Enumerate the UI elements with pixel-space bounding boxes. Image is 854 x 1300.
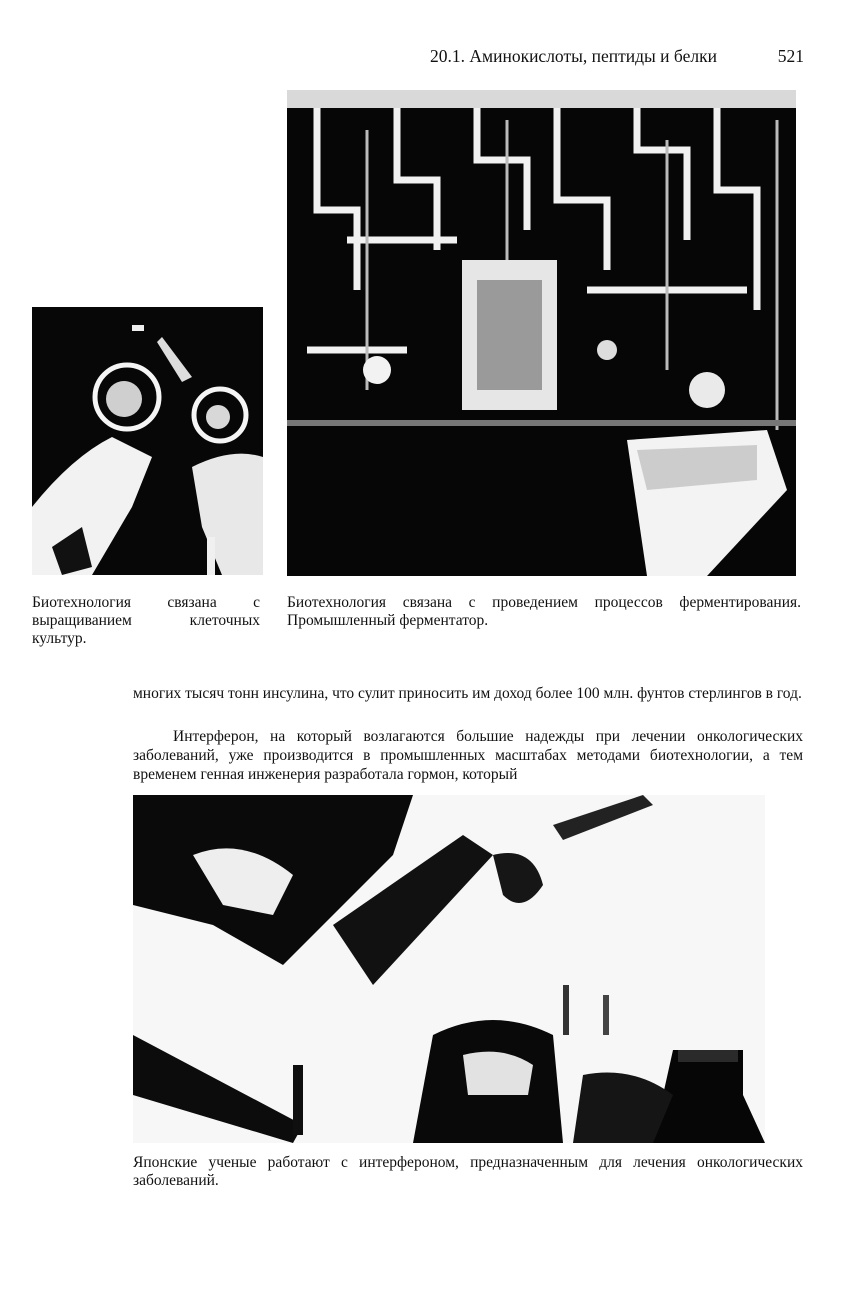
- interferon-image: [133, 795, 765, 1143]
- body-paragraph: многих тысяч тонн инсулина, что сулит приносить им доход более 100 млн. фунтов стерлингов в год.: [133, 685, 802, 702]
- page-number: 521: [777, 46, 804, 66]
- caption-cell-culture: Биотехнология связана с выращиванием клеточных культур.: [32, 594, 260, 647]
- page-header: [430, 46, 804, 72]
- petri-dish-image: [32, 307, 263, 575]
- fermenter-image: [287, 90, 796, 576]
- photo-cell-culture: [32, 307, 263, 575]
- caption-interferon: Японские ученые работают с интерфероном, предназначенным для лечения онкологических заболеваний.: [133, 1154, 803, 1189]
- running-title: 20.1. Аминокислоты, пептиды и белки: [430, 46, 717, 66]
- caption-fermenter: Биотехнология связана с проведением процессов ферментирования. Промышленный ферментатор.: [287, 594, 801, 629]
- photo-fermenter: [287, 90, 796, 576]
- photo-interferon-research: [133, 795, 765, 1143]
- body-paragraph: Интерферон, на который возлагаются большие надежды при лечении онкологических заболеваний, уже производится в промышленных масштабах методами биотехнологии, а тем временем генная инженерия разработала гормон, который: [133, 728, 803, 783]
